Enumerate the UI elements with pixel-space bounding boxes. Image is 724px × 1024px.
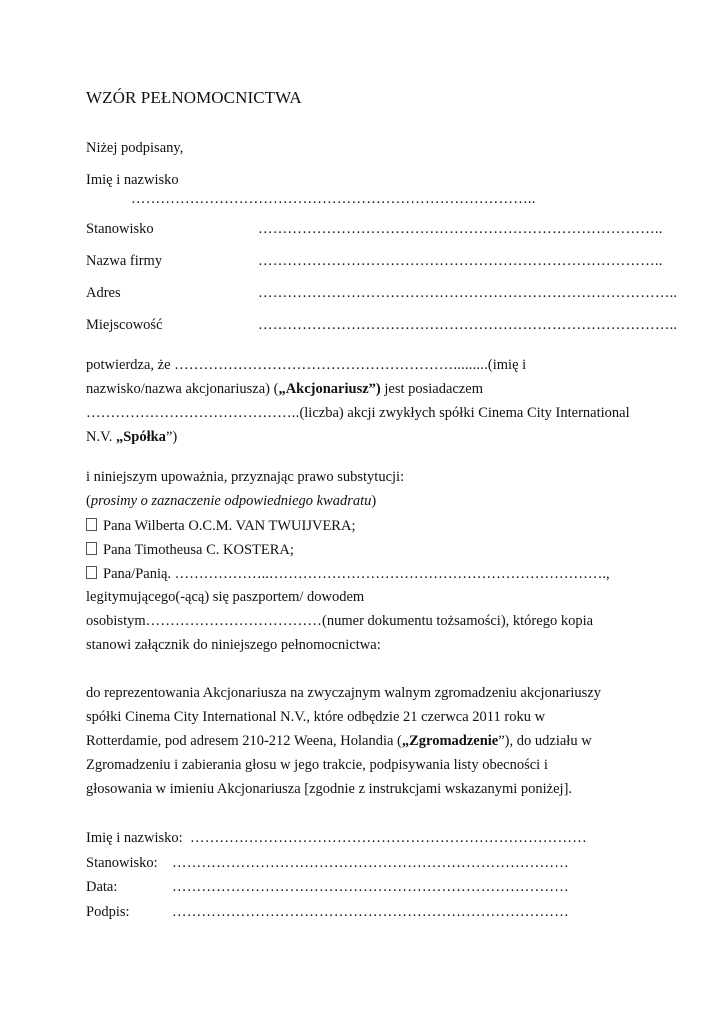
- proxy-option-label: Pana Timotheusa C. KOSTERA;: [103, 542, 294, 558]
- meeting-term: „Zgromadzenie: [401, 733, 499, 749]
- name-fill-line: ………………………………………………………………………..: [131, 191, 536, 207]
- instruction-text: prosimy o zaznaczenie odpowiedniego kwadratu: [90, 493, 372, 509]
- proxy-option-label: Pana Wilberta O.C.M. VAN TWUIJVERA;: [103, 518, 356, 534]
- confirm-text: jest posiadaczem: [380, 381, 484, 397]
- confirm-line-2: [86, 382, 483, 397]
- document-title: WZÓR PEŁNOMOCNICTWA: [86, 88, 302, 107]
- company-label: Nazwa firmy: [86, 253, 163, 269]
- id-text-line-3: stanowi załącznik do niniejszego pełnomocnictwa:: [86, 637, 381, 653]
- instruction-text: (: [86, 493, 91, 509]
- signature-position-fill-line: ………………………………………………………………………: [172, 855, 569, 871]
- signature-sign-label: Podpis:: [86, 904, 130, 920]
- city-label: Miejscowość: [86, 317, 163, 333]
- confirm-text: (liczba) akcji zwykłych spółki Cinema City International: [299, 405, 630, 421]
- signature-name-label: Imię i nazwisko:: [86, 830, 183, 846]
- company-term: „Spółka: [115, 429, 166, 445]
- signature-sign-fill-line: ………………………………………………………………………: [172, 904, 569, 920]
- shares-count-fill-line: ……………………………………..: [86, 405, 300, 421]
- body-line-1: do reprezentowania Akcjonariusza na zwyczajnym walnym zgromadzeniu akcjonariuszy: [86, 685, 601, 701]
- authorize-text: i niniejszym upoważnia, przyznając prawo substytucji:: [86, 469, 405, 485]
- signature-date-fill-line: ………………………………………………………………………: [172, 879, 569, 895]
- signature-position-label: Stanowisko:: [86, 855, 158, 871]
- position-fill-line: ………………………………………………………………………..: [258, 221, 663, 237]
- shareholder-term: „Akcjonariusz”): [278, 381, 381, 397]
- shareholder-fill-line: ………………………………………………….........: [174, 357, 488, 373]
- proxy-option[interactable]: [86, 542, 294, 558]
- confirm-line-4: [86, 430, 177, 445]
- company-fill-line: ………………………………………………………………………..: [258, 253, 663, 269]
- id-text: (numer dokumentu tożsamości), którego kopia: [322, 613, 594, 629]
- checkbox-instruction: [86, 494, 376, 509]
- body-line-5: głosowania w imieniu Akcjonariusza [zgodnie z instrukcjami wskazanymi poniżej].: [86, 781, 573, 797]
- body-text: Rotterdamie, pod adresem 210-212 Weena, Holandia (: [86, 733, 402, 749]
- proxy-option[interactable]: [86, 566, 610, 582]
- proxy-option[interactable]: [86, 518, 355, 534]
- address-label: Adres: [86, 285, 121, 301]
- confirm-text: ”): [165, 429, 178, 445]
- body-line-2: spółki Cinema City International N.V., które odbędzie 21 czerwca 2011 roku w: [86, 709, 546, 725]
- id-number-fill-line: ………………………………: [145, 613, 323, 629]
- position-label: Stanowisko: [86, 221, 154, 237]
- confirm-line-3: [86, 406, 630, 421]
- address-fill-line: …………………………………………………………………………..: [258, 285, 678, 301]
- confirm-text: N.V.: [86, 429, 116, 445]
- instruction-text: ): [371, 493, 377, 509]
- name-label: Imię i nazwisko: [86, 172, 179, 188]
- signature-name-fill-line: ………………………………………………………………………: [190, 830, 587, 846]
- confirm-line-1: [86, 358, 526, 373]
- proxy-option-label: Pana/Panią. ………………..…………………………………………………………….,: [103, 566, 610, 582]
- body-text: ”), do udziału w: [498, 733, 592, 749]
- confirm-text: (imię i: [487, 357, 527, 373]
- checkbox[interactable]: [86, 566, 97, 579]
- confirm-text: potwierdza, że: [86, 357, 175, 373]
- checkbox[interactable]: [86, 542, 97, 555]
- city-fill-line: …………………………………………………………………………..: [258, 317, 678, 333]
- confirm-text: nazwisko/nazwa akcjonariusza) (: [86, 381, 279, 397]
- signature-date-label: Data:: [86, 879, 118, 895]
- id-text: osobistym: [86, 613, 146, 629]
- id-text-line-1: legitymującego(-ącą) się paszportem/ dowodem: [86, 589, 365, 605]
- body-line-3: [86, 734, 592, 749]
- checkbox[interactable]: [86, 518, 97, 531]
- intro-text: Niżej podpisany,: [86, 140, 184, 156]
- body-line-4: Zgromadzeniu i zabierania głosu w jego trakcie, podpisywania listy obecności i: [86, 757, 548, 773]
- id-text-line-2: [86, 614, 593, 629]
